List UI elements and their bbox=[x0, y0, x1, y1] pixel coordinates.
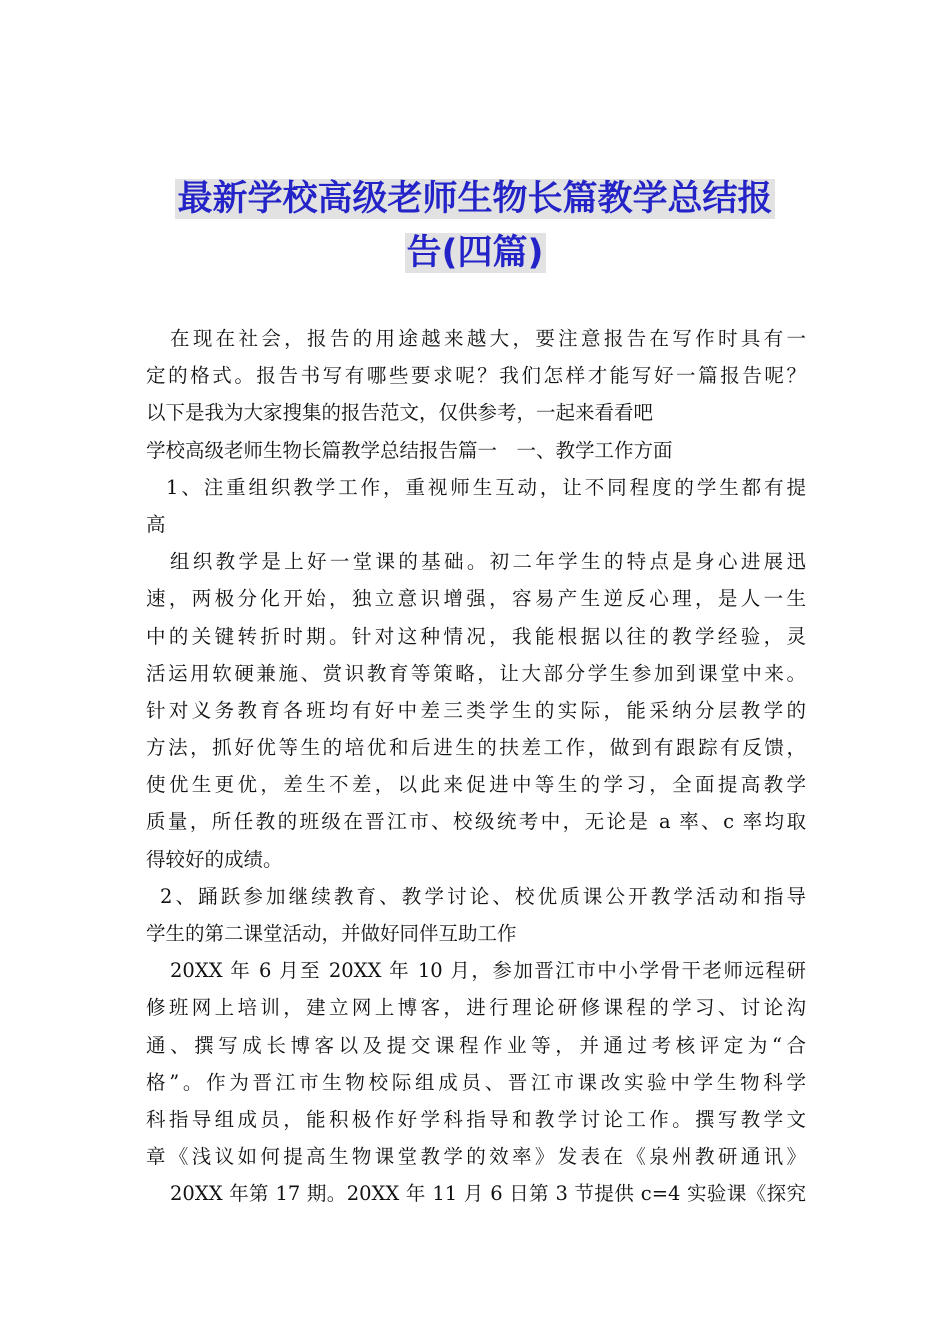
body-line: 高 bbox=[146, 512, 166, 536]
body-line: 组织教学是上好一堂课的基础。初二年学生的特点是身心进展迅 bbox=[170, 550, 806, 574]
body-line: 针对义务教育各班均有好中差三类学生的实际，能采纳分层教学的 bbox=[146, 698, 806, 722]
title-line-1: 最新学校高级老师生物长篇教学总结报 bbox=[177, 179, 773, 219]
body-line: 科指导组成员，能积极作好学科指导和教学讨论工作。撰写教学文 bbox=[146, 1107, 806, 1131]
body-line: 格”。作为晋江市生物校际组成员、晋江市课改实验中学生物科学 bbox=[146, 1070, 806, 1094]
title-line-2: 告(四篇) bbox=[406, 233, 544, 273]
body-line: 中的关键转折时期。针对这种情况，我能根据以往的教学经验，灵 bbox=[146, 624, 806, 648]
body-line: 活运用软硬兼施、赏识教育等策略，让大部分学生参加到课堂中来。 bbox=[146, 661, 806, 685]
body-line: 1、注重组织教学工作，重视师生互动，让不同程度的学生都有提 bbox=[166, 475, 806, 499]
body-line: 20XX 年 6 月至 20XX 年 10 月，参加晋江市中小学骨干老师远程研 bbox=[170, 959, 806, 983]
document-title bbox=[145, 172, 805, 280]
body-line: 质量，所任教的班级在晋江市、校级统考中，无论是 a 率、c 率均取 bbox=[146, 810, 806, 834]
body-line: 速，两极分化开始，独立意识增强，容易产生逆反心理，是人一生 bbox=[146, 587, 806, 611]
body-line: 在现在社会，报告的用途越来越大，要注意报告在写作时具有一 bbox=[170, 327, 806, 350]
body-line: 使优生更优，差生不差，以此来促进中等生的学习，全面提高教学 bbox=[146, 773, 806, 797]
body-line: 20XX 年第 17 期。20XX 年 11 月 6 日第 3 节提供 c=4 实验课《探究 bbox=[170, 1182, 806, 1206]
body-line: 通、撰写成长博客以及提交课程作业等，并通过考核评定为“合 bbox=[146, 1033, 806, 1057]
body-line: 修班网上培训，建立网上博客，进行理论研修课程的学习、讨论沟 bbox=[146, 996, 806, 1020]
body-line: 学校高级老师生物长篇教学总结报告篇一 一、教学工作方面 bbox=[146, 438, 673, 462]
body-line: 学生的第二课堂活动，并做好同伴互助工作 bbox=[146, 922, 517, 945]
body-line: 章《浅议如何提高生物课堂教学的效率》发表在《泉州教研通讯》 bbox=[146, 1145, 806, 1169]
body-line: 方法，抓好优等生的培优和后进生的扶差工作，做到有跟踪有反馈， bbox=[146, 736, 806, 760]
body-line: 得较好的成绩。 bbox=[146, 847, 283, 871]
body-line: 以下是我为大家搜集的报告范文，仅供参考，一起来看看吧 bbox=[146, 401, 654, 425]
document-body bbox=[146, 320, 806, 1213]
body-line: 定的格式。报告书写有哪些要求呢？我们怎样才能写好一篇报告呢？ bbox=[146, 364, 806, 388]
body-line: 2、踊跃参加继续教育、教学讨论、校优质课公开教学活动和指导 bbox=[160, 884, 806, 908]
